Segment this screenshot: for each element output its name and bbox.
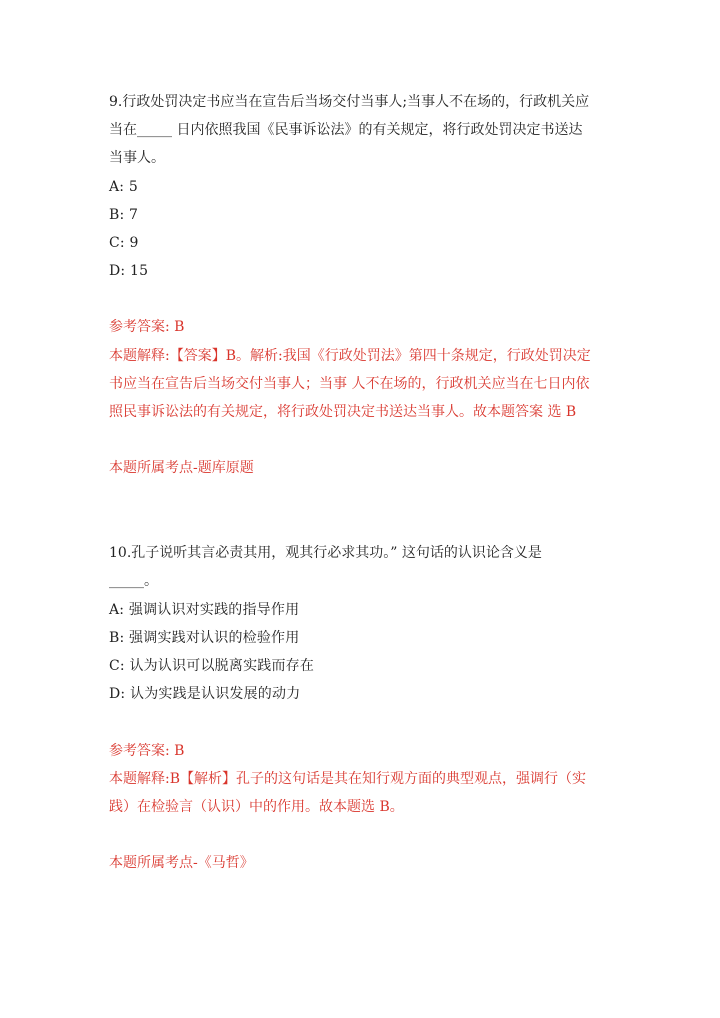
reference-answer: 参考答案: B bbox=[109, 319, 185, 335]
explanation-line: 书应当在宣告后当场交付当事人；当事 人不在场的，行政机关应当在七日内依 bbox=[109, 376, 590, 392]
question-stem-line: 10.孔子说听其言必责其用，观其行必求其功。” 这句话的认识论含义是 bbox=[109, 545, 542, 561]
option-c: C: 9 bbox=[109, 235, 139, 251]
explanation-line: 本题解释:B【解析】孔子的这句话是其在知行观方面的典型观点，强调行（实 bbox=[109, 771, 587, 787]
option-a: A: 强调认识对实践的指导作用 bbox=[109, 602, 300, 618]
question-stem-line: 9.行政处罚决定书应当在宣告后当场交付当事人;当事人不在场的，行政机关应 bbox=[109, 94, 590, 110]
question-stem-line: 当事人。 bbox=[109, 150, 165, 166]
option-b: B: 强调实践对认识的检验作用 bbox=[109, 630, 300, 646]
option-b: B: 7 bbox=[109, 207, 139, 223]
explanation-line: 照民事诉讼法的有关规定，将行政处罚决定书送达当事人。故本题答案 选 B bbox=[109, 404, 577, 420]
option-d: D: 15 bbox=[109, 263, 149, 279]
option-c: C: 认为认识可以脱离实践而存在 bbox=[109, 658, 315, 674]
explanation-line: 本题解释:【答案】B。解析:我国《行政处罚法》第四十条规定，行政处罚决定 bbox=[109, 348, 591, 364]
question-stem-line: _____。 bbox=[109, 573, 158, 589]
question-stem-line: 当在_____ 日内依照我国《民事诉讼法》的有关规定，将行政处罚决定书送达 bbox=[109, 122, 583, 138]
reference-answer: 参考答案: B bbox=[109, 743, 185, 759]
explanation-line: 践）在检验言（认识）中的作用。故本题选 B。 bbox=[109, 799, 404, 815]
category-label: 本题所属考点-题库原题 bbox=[109, 460, 254, 476]
option-a: A: 5 bbox=[109, 179, 138, 195]
option-d: D: 认为实践是认识发展的动力 bbox=[109, 686, 301, 702]
category-label: 本题所属考点-《马哲》 bbox=[109, 855, 254, 871]
